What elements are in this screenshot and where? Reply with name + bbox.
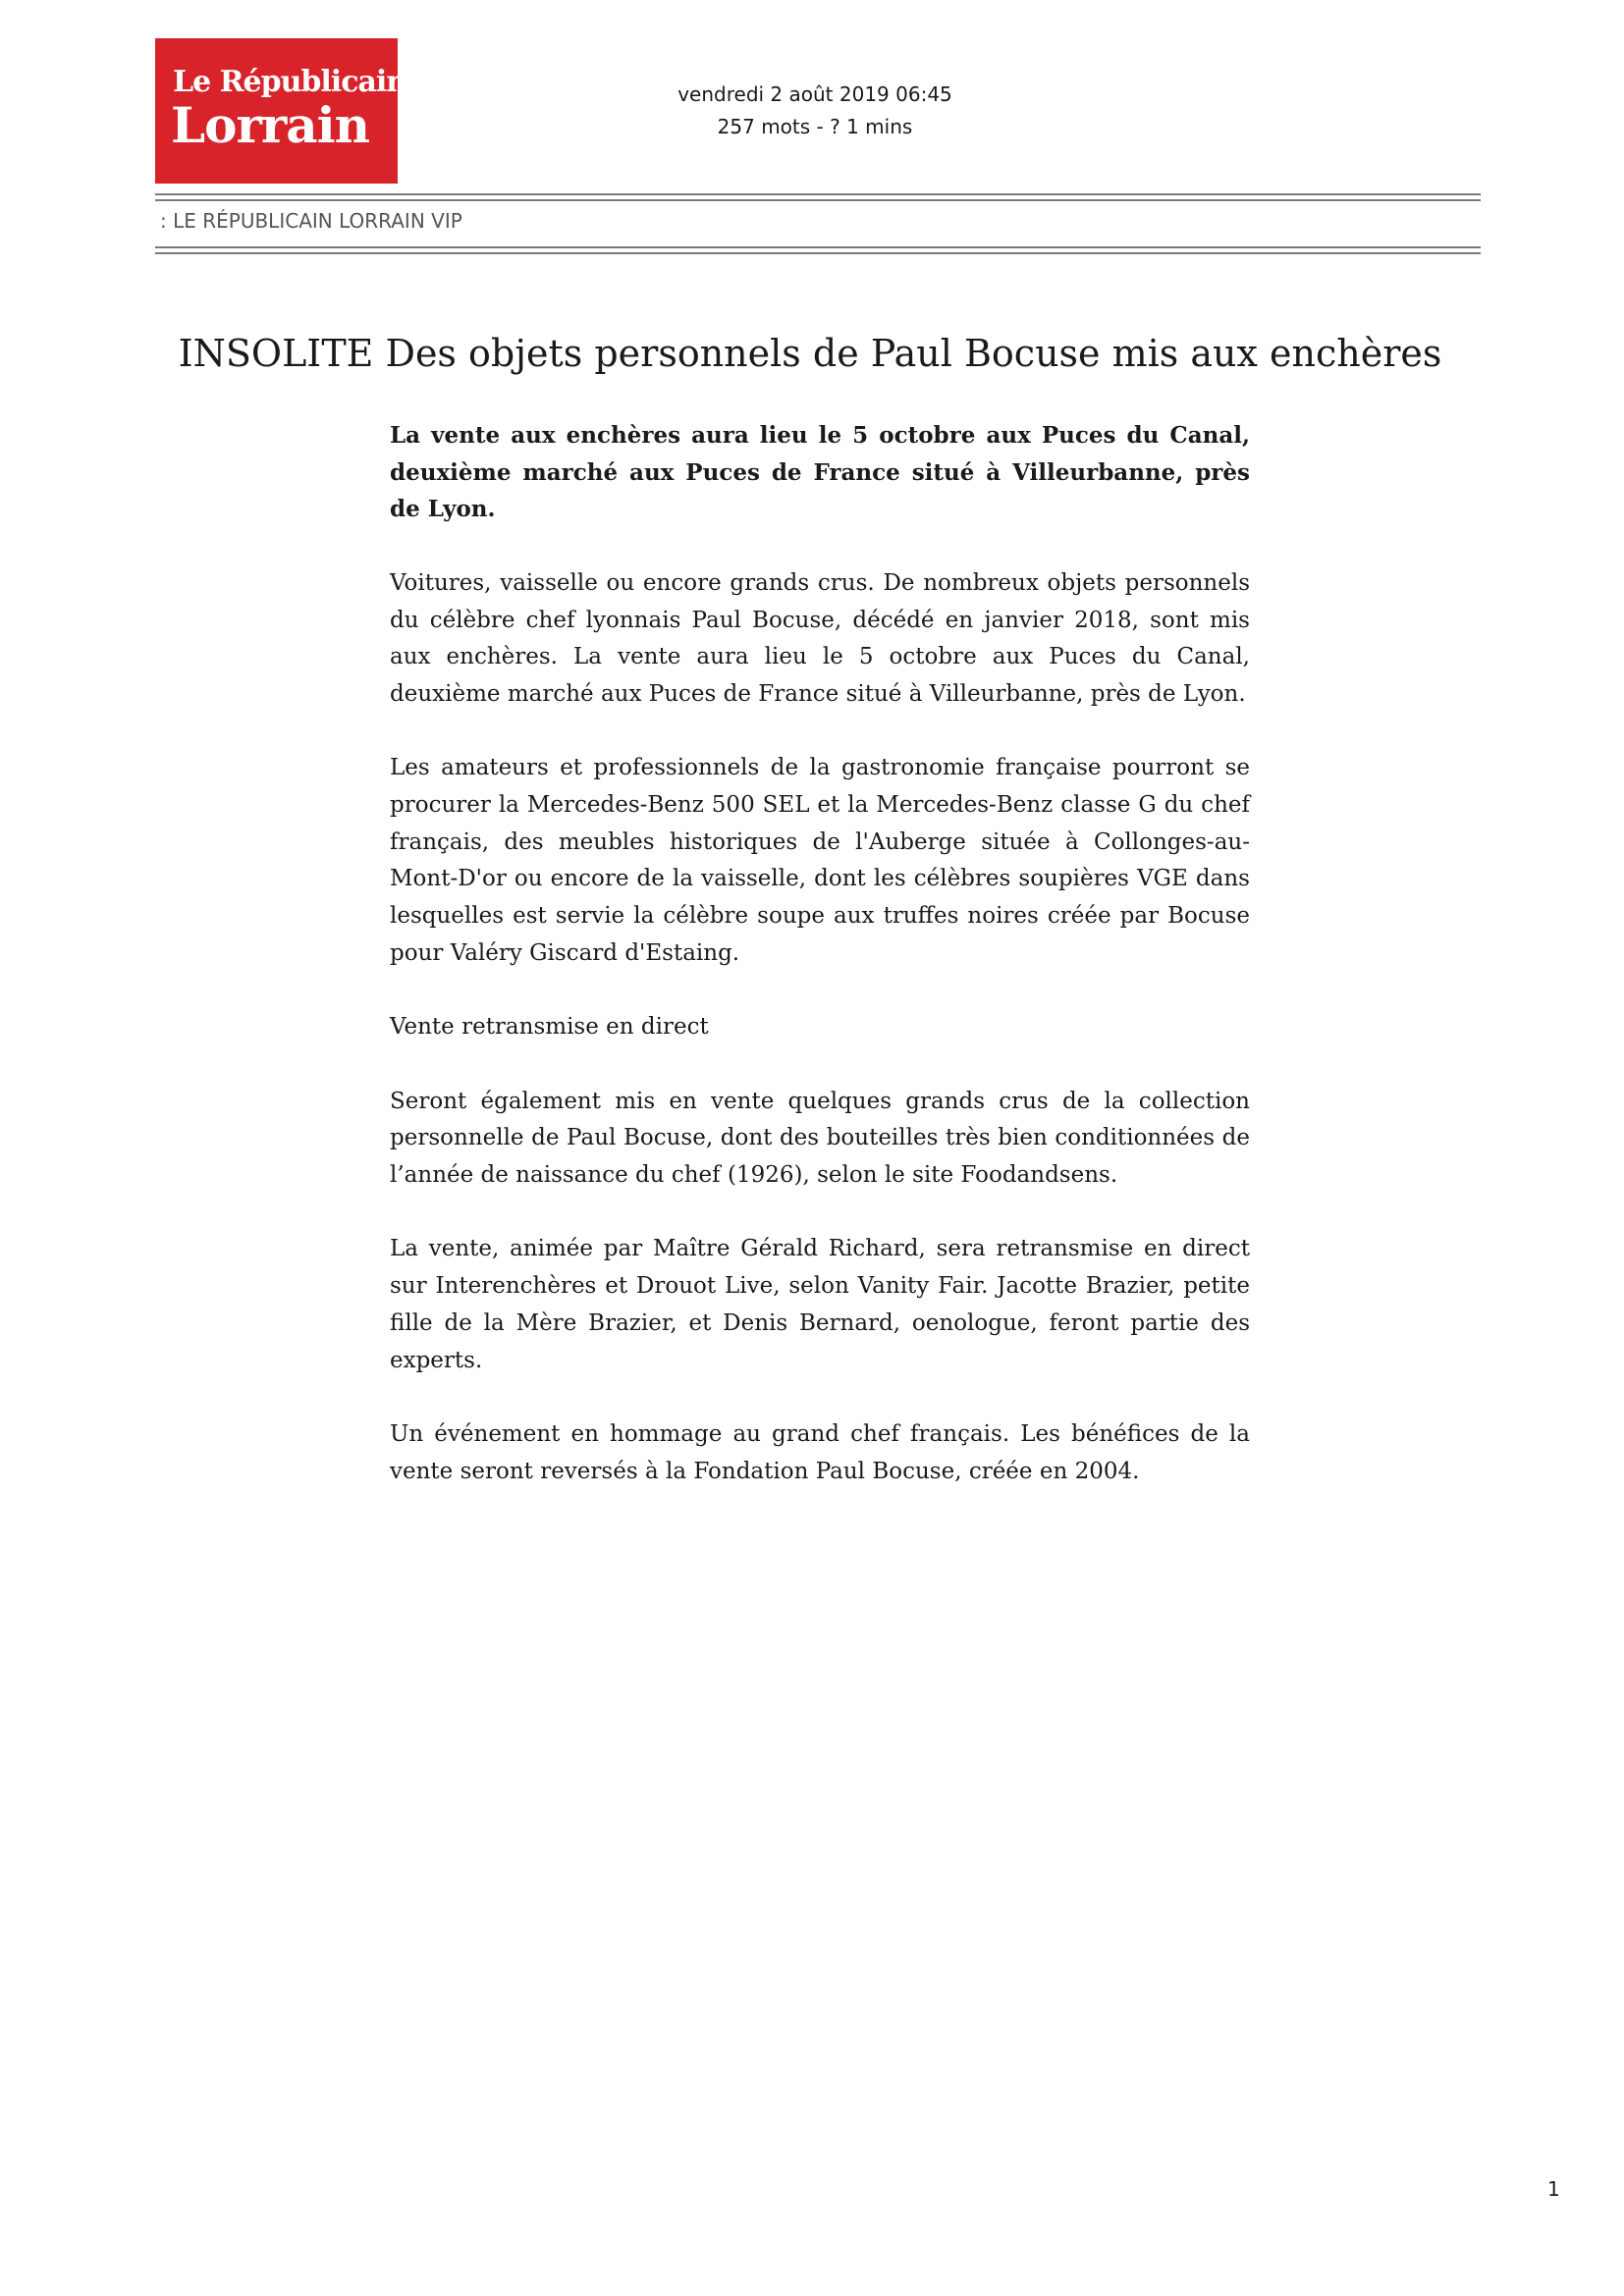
section-label: : LE RÉPUBLICAIN LORRAIN VIP bbox=[160, 209, 462, 233]
word-count: 257 mots - ? 1 mins bbox=[717, 115, 913, 138]
article-paragraph: Les amateurs et professionnels de la gastronomie française pourront se procurer la Mercedes-Benz 500 SEL et la Mercedes-Benz classe G du chef français, des meubles historiques de l'Auberge située à Collonges-au-Mont-D'or ou encore de la vaisselle, dont les célèbres soupières VGE dans lesquelles est servie la célèbre soupe aux truffes noires créée par Bocuse pour Valéry Giscard d'Estaing. bbox=[390, 755, 1250, 966]
article-paragraph: Seront également mis en vente quelques grands crus de la collection personnelle de Paul Bocuse, dont des bouteilles très bien conditionnées de l’année de naissance du chef (1926), selon le site Foodandsens. bbox=[390, 1088, 1250, 1188]
article-paragraph: Un événement en hommage au grand chef français. Les bénéfices de la vente seront reversés à la Fondation Paul Bocuse, créée en 2004. bbox=[390, 1420, 1250, 1484]
article-title: INSOLITE Des objets personnels de Paul Bocuse mis aux enchères bbox=[178, 332, 1442, 375]
publication-date: vendredi 2 août 2019 06:45 bbox=[677, 82, 952, 106]
publication-logo bbox=[155, 38, 407, 184]
article-paragraph: Voitures, vaisselle ou encore grands crus. De nombreux objets personnels du célèbre chef lyonnais Paul Bocuse, décédé en janvier 2018, sont mis aux enchères. La vente aura lieu le 5 octobre aux Puces du Canal, deuxième marché aux Puces de France situé à Villeurbanne, près de Lyon. bbox=[390, 569, 1250, 707]
article-lead: La vente aux enchères aura lieu le 5 octobre aux Puces du Canal, deuxième marché aux Puces de France situé à Villeurbanne, près de Lyon. bbox=[390, 422, 1250, 523]
header-rule-bottom-1 bbox=[155, 246, 1481, 248]
header-rule-top-2 bbox=[155, 199, 1481, 201]
header-rule-bottom-2 bbox=[155, 252, 1481, 254]
page-number: 1 bbox=[1547, 2177, 1560, 2201]
logo-line-2: Lorrain bbox=[171, 96, 369, 154]
article-subheading: Vente retransmise en direct bbox=[390, 1014, 709, 1041]
logo-line-1: Le Républicain bbox=[173, 65, 407, 99]
header-rule-top-1 bbox=[155, 193, 1481, 195]
article-body bbox=[390, 417, 1250, 1527]
article-paragraph: La vente, animée par Maître Gérald Richard, sera retransmise en direct sur Interenchères et Drouot Live, selon Vanity Fair. Jacotte Brazier, petite fille de la Mère Brazier, et Denis Bernard, oenologue, feront partie des experts. bbox=[390, 1236, 1250, 1373]
